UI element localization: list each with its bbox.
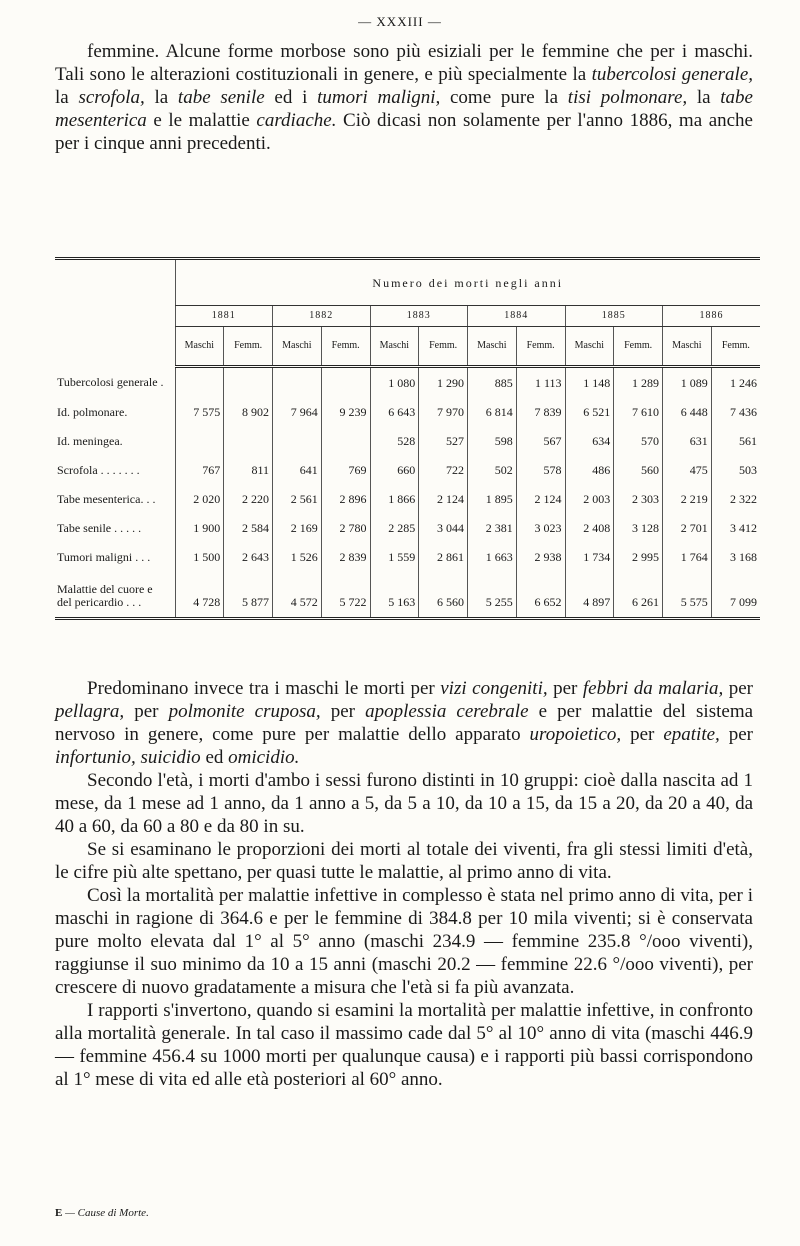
table-cell: 4 728 (175, 571, 224, 619)
table-cell: 1 089 (663, 367, 712, 398)
table-cell: 7 575 (175, 397, 224, 426)
table-title: Numero dei morti negli anni (175, 259, 760, 306)
table-cell: 5 722 (321, 571, 370, 619)
table-cell: 3 128 (614, 513, 663, 542)
table-cell: 7 436 (711, 397, 760, 426)
table-cell: 1 734 (565, 542, 614, 571)
mortality-table (55, 257, 760, 620)
table-cell: 8 902 (224, 397, 273, 426)
sex-header: Maschi (273, 327, 322, 367)
table-cell (273, 367, 322, 398)
paragraph-proporzioni: Se si esaminano le proporzioni dei morti al totale dei viventi, fra gli stessi limiti d'età, le cifre più alte spettano, per quasi tutte le malattie, al primo anno di vita. (55, 839, 753, 883)
table-cell: 7 610 (614, 397, 663, 426)
table-cell: 561 (711, 426, 760, 455)
table-cell: 2 408 (565, 513, 614, 542)
table-cell: 5 575 (663, 571, 712, 619)
table-cell: 3 412 (711, 513, 760, 542)
body-text (55, 677, 753, 1091)
sex-header: Femm. (224, 327, 273, 367)
table-cell: 2 124 (516, 484, 565, 513)
table-cell: 2 861 (419, 542, 468, 571)
table-cell: 7 099 (711, 571, 760, 619)
table-cell: 7 970 (419, 397, 468, 426)
table-cell: 811 (224, 455, 273, 484)
sex-header: Femm. (516, 327, 565, 367)
table-cell: 2 584 (224, 513, 273, 542)
table-cell: 2 003 (565, 484, 614, 513)
table-cell: 1 526 (273, 542, 322, 571)
table-cell: 6 560 (419, 571, 468, 619)
table-cell: 1 113 (516, 367, 565, 398)
table-cell: 560 (614, 455, 663, 484)
sex-header: Femm. (321, 327, 370, 367)
year-header: 1884 (468, 306, 566, 327)
table-cell: 2 020 (175, 484, 224, 513)
table-cell: 2 561 (273, 484, 322, 513)
table-cell: 3 044 (419, 513, 468, 542)
table-cell: 2 169 (273, 513, 322, 542)
table-cell: 7 839 (516, 397, 565, 426)
table-row (55, 397, 760, 426)
row-label (55, 571, 175, 619)
table-cell: 9 239 (321, 397, 370, 426)
sex-header: Maschi (663, 327, 712, 367)
table-row (55, 484, 760, 513)
table-corner (55, 259, 175, 367)
table-cell: 6 652 (516, 571, 565, 619)
sex-header: Maschi (468, 327, 517, 367)
row-label: Id. polmonare. (57, 404, 128, 419)
row-label: Id. meningea. (57, 433, 123, 448)
table-cell (175, 426, 224, 455)
table-cell: 641 (273, 455, 322, 484)
table-body (55, 367, 760, 619)
table-cell: 6 521 (565, 397, 614, 426)
table-cell: 4 897 (565, 571, 614, 619)
table-row (55, 455, 760, 484)
table-cell: 528 (370, 426, 419, 455)
table-cell: 503 (711, 455, 760, 484)
table-cell: 1 500 (175, 542, 224, 571)
table-cell: 2 381 (468, 513, 517, 542)
table-cell: 2 839 (321, 542, 370, 571)
intro-paragraph (55, 40, 753, 155)
row-label-line: Malattie del cuore e (57, 582, 153, 596)
table-cell: 1 289 (614, 367, 663, 398)
table-cell: 5 255 (468, 571, 517, 619)
table-cell: 769 (321, 455, 370, 484)
table-cell: 578 (516, 455, 565, 484)
year-header: 1881 (175, 306, 273, 327)
sex-header: Maschi (175, 327, 224, 367)
table-cell: 3 168 (711, 542, 760, 571)
table-cell: 5 163 (370, 571, 419, 619)
row-label: Tabe senile . . . . . (57, 520, 142, 535)
table-cell: 885 (468, 367, 517, 398)
table-cell: 2 995 (614, 542, 663, 571)
table-cell: 1 895 (468, 484, 517, 513)
sex-header: Femm. (711, 327, 760, 367)
table-cell: 660 (370, 455, 419, 484)
table-cell: 2 780 (321, 513, 370, 542)
table-cell: 1 663 (468, 542, 517, 571)
year-header: 1882 (273, 306, 371, 327)
table-cell: 1 080 (370, 367, 419, 398)
sex-header: Femm. (614, 327, 663, 367)
sex-header: Femm. (419, 327, 468, 367)
table-cell: 2 220 (224, 484, 273, 513)
table-cell: 6 261 (614, 571, 663, 619)
table-cell: 2 219 (663, 484, 712, 513)
table-cell: 5 877 (224, 571, 273, 619)
table-cell: 527 (419, 426, 468, 455)
table-cell: 2 303 (614, 484, 663, 513)
table-cell (224, 426, 273, 455)
row-label-line: del pericardio . . . (57, 595, 142, 609)
table-cell: 598 (468, 426, 517, 455)
table-cell: 767 (175, 455, 224, 484)
table-cell: 2 322 (711, 484, 760, 513)
table-row (55, 367, 760, 398)
table-cell: 7 964 (273, 397, 322, 426)
table-cell: 6 814 (468, 397, 517, 426)
table-cell: 1 764 (663, 542, 712, 571)
table-cell (273, 426, 322, 455)
table-cell: 6 643 (370, 397, 419, 426)
year-header: 1885 (565, 306, 663, 327)
table-cell: 6 448 (663, 397, 712, 426)
table-row (55, 513, 760, 542)
table-row (55, 542, 760, 571)
table-cell: 502 (468, 455, 517, 484)
table-cell: 2 285 (370, 513, 419, 542)
table-cell: 2 896 (321, 484, 370, 513)
table-cell: 634 (565, 426, 614, 455)
intro-text: femmine. Alcune forme morbose sono più esiziali per le femmine che per i maschi. Tali sono le alterazioni costituzionali in genere, e più specialmente la tubercolosi generale, la scrofola, la tabe senile ed i tumori maligni, come pure la tisi polmonare, la tabe mesenterica e le malattie cardiache. Ciò dicasi non solamente per l'anno 1886, ma anche per i cinque anni precedenti. (55, 41, 754, 154)
table-cell: 631 (663, 426, 712, 455)
table-cell: 567 (516, 426, 565, 455)
row-label: Scrofola . . . . . . . (57, 462, 140, 477)
footer-signature: E — Cause di Morte. (55, 1207, 149, 1219)
page-number: — XXXIII — (358, 14, 442, 29)
table-cell: 1 559 (370, 542, 419, 571)
table-cell: 486 (565, 455, 614, 484)
year-header: 1883 (370, 306, 468, 327)
paragraph-eta: Secondo l'età, i morti d'ambo i sessi furono distinti in 10 gruppi: cioè dalla nascita ad 1 mese, da 1 mese ad 1 anno, da 1 anno a 5, da 5 a 10, da 10 a 15, da 15 a 20, da 20 a 40, da 40 a 60, da 60 a 80 e da 80 in su. (55, 770, 753, 837)
table-cell: 1 246 (711, 367, 760, 398)
table-cell (321, 367, 370, 398)
table-cell: 3 023 (516, 513, 565, 542)
table-cell (175, 367, 224, 398)
table-cell: 4 572 (273, 571, 322, 619)
row-label: Tumori maligni . . . (57, 549, 151, 564)
table-cell: 1 290 (419, 367, 468, 398)
row-label: Tabe mesenterica. . . (57, 491, 156, 506)
table-row (55, 571, 760, 619)
table-cell: 2 124 (419, 484, 468, 513)
year-header: 1886 (663, 306, 761, 327)
table-cell: 1 900 (175, 513, 224, 542)
paragraph-rapporti: I rapporti s'invertono, quando si esamini la mortalità per malattie infettive, in confronto alla mortalità generale. In tal caso il massimo cade dal 5° al 10° anno di vita (maschi 446.9 — femmine 456.4 su 1000 morti per qualunque causa) e i rapporti più bassi corrispondono al 1° mese di vita ed alle età posteriori al 60° anno. (55, 1000, 753, 1090)
table-cell: 570 (614, 426, 663, 455)
table-cell: 475 (663, 455, 712, 484)
table-cell: 1 866 (370, 484, 419, 513)
sex-header: Maschi (565, 327, 614, 367)
table-cell (321, 426, 370, 455)
table-cell: 2 643 (224, 542, 273, 571)
table-cell (224, 367, 273, 398)
row-label: Tubercolosi generale . (57, 374, 164, 389)
paragraph-mortalita: Così la mortalità per malattie infettive in complesso è stata nel primo anno di vita, per i maschi in ragione di 364.6 e per le femmine di 384.8 per 10 mila viventi; si è conservata pure molto elevata dal 1° al 5° anno (maschi 234.9 — femmine 235.8 °/ooo viventi), raggiunse il suo minimo da 10 a 15 anni (maschi 20.2 — femmine 22.6 °/ooo viventi), per crescere di nuovo gradatamente a misura che l'età si fa più avanzata. (55, 885, 753, 998)
table-cell: 1 148 (565, 367, 614, 398)
paragraph-predominano: Predominano invece tra i maschi le morti per vizi congeniti, per febbri da malaria, per pellagra, per polmonite cruposa, per apoplessia cerebrale e per malattie del sistema nervoso in genere, come pure per malattie dello apparato uropoietico, per epatite, per infortunio, suicidio ed omicidio. (55, 678, 754, 768)
table-cell: 722 (419, 455, 468, 484)
table-cell: 2 938 (516, 542, 565, 571)
table-cell: 2 701 (663, 513, 712, 542)
table-row (55, 426, 760, 455)
sex-header: Maschi (370, 327, 419, 367)
